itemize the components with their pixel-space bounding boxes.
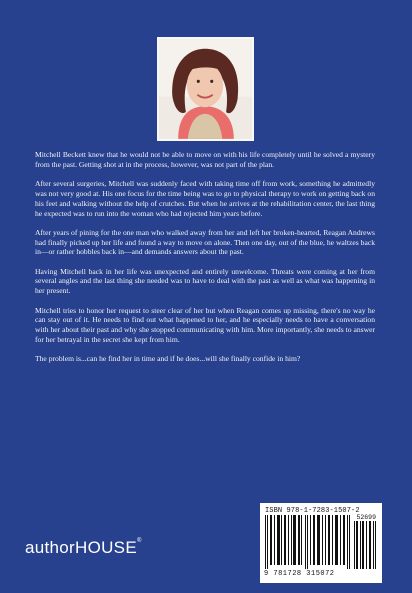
back-cover-blurb [35,150,375,373]
author-portrait-icon [159,39,252,139]
blurb-paragraph: After several surgeries, Mitchell was suddenly faced with taking time off from work, something he admittedly was not very good at. His one focus for the time being was to go to physical therapy to work on getting back on his feet and walking without the help of crutches. But when he arrives at the rehabilitation center, the last thing he expected was to run into the woman who had rejected him years before. [35,179,375,218]
blurb-paragraph: The problem is...can he find her in time and if he does...will she finally confide in him? [35,354,301,364]
isbn-label: ISBN 978-1-7283-1507-2 [265,507,360,515]
blurb-paragraph: Having Mitchell back in her life was unexpected and entirely unwelcome. Threats were coming at her from several angles and the last thing she needed was to have to deal with the past as well as what was happening in her present. [35,266,375,296]
price-code: 52699 [356,514,376,521]
ean-digits: 9 781728 315072 [264,570,335,578]
publisher-logo [25,538,142,558]
isbn-barcode [260,503,382,583]
blurb-paragraph: Mitchell Beckett knew that he would not be able to move on with his life completely until he solved a mystery from the past. Getting shot at in the process, however, was not part of the plan. [35,150,375,169]
blurb-paragraph: Mitchell tries to honor her request to steer clear of her but when Reagan comes up missing, there's no way he can stay out of it. He needs to find out what happened to her, and he especially needs to have a conversation with her about their past and why she stopped communicating with him. More importantly, she needs to answer for her betrayal in the secret she kept from him. [35,305,375,345]
addon-barcode-icon [354,521,376,569]
blurb-paragraph: After years of pining for the one man who walked away from her and left her broken-hearted, Reagan Andrews had finally picked up her life and found a way to move on alone. Then one day, out of the blue, he waltzes back in—or rather hobbles back in—and demands answers about the past. [35,227,375,257]
publisher-name: authorHOUSE [25,538,137,557]
registered-mark: ® [136,538,142,544]
author-photo [157,37,254,141]
ean-barcode-icon [265,515,351,569]
